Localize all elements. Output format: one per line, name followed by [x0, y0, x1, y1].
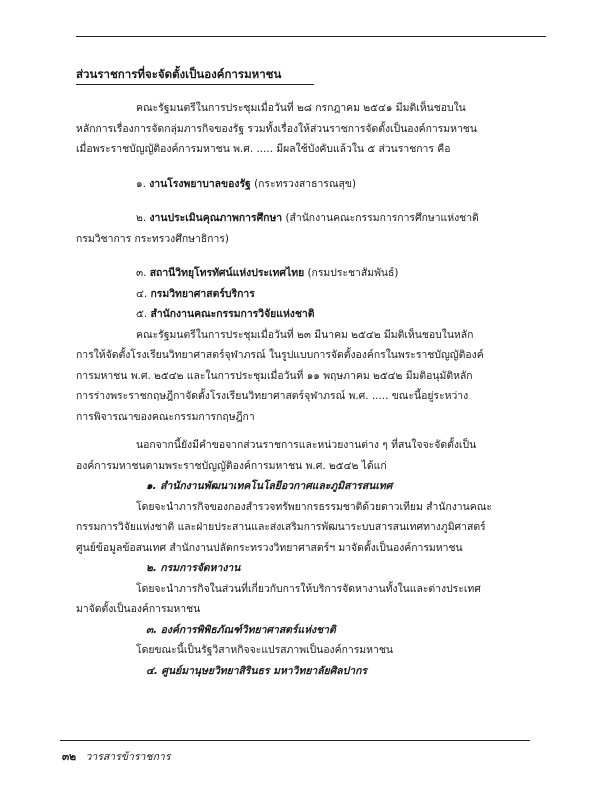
- list-item: [76, 208, 544, 229]
- list-number: ๑.: [136, 177, 146, 190]
- paragraph-line: โดยขณะนี้เป็นรัฐวิสาหกิจจะแปรสภาพเป็นองค์การมหาชน: [136, 644, 393, 656]
- paragraph-line: การมหาชน พ.ศ. ๒๕๔๒ และในการประชุมเมื่อวันที่ ๑๑ พฤษภาคม ๒๕๔๒ มีมติอนุมัติหลัก: [76, 369, 473, 382]
- journal-name: วารสารข้าราชการ: [85, 751, 171, 763]
- list-title: กรมวิทยาศาสตร์บริการ: [150, 287, 255, 300]
- paragraph-line: คณะรัฐมนตรีในการประชุมเมื่อวันที่ ๒๓ มีนาคม ๒๕๔๒ มีมติเห็นชอบในหลัก: [136, 328, 474, 341]
- paragraph-line: องค์การมหาชนตามพระราชบัญญัติองค์การมหาชน พ.ศ. ๒๕๔๒ ได้แก่: [76, 459, 387, 472]
- paragraph-line: กรรมการวิจัยแห่งชาติ และฝ่ายประสานและส่งเสริมการพัฒนาระบบสารสนเทศทางภูมิศาสตร์: [76, 521, 486, 533]
- paragraph-line: ศูนย์ข้อมูลข้อสนเทศ สำนักงานปลัดกระทรวงวิทยาศาสตร์ฯ มาจัดตั้งเป็นองค์การมหาชน: [76, 541, 463, 554]
- list-number: ๕.: [136, 308, 148, 320]
- paragraph-line: นอกจากนี้ยังมีคำขอจากส่วนราชการและหน่วยงานต่าง ๆ ที่สนใจจะจัดตั้งเป็น: [136, 439, 477, 451]
- paragraph-line: การให้จัดตั้งโรงเรียนวิทยาศาสตร์จุฬาภรณ์ ในรูปแบบการจัดตั้งองค์กรในพระราชบัญญัติองค์: [76, 349, 484, 361]
- paragraph-line: การพิจารณาของคณะกรรมการกฤษฎีกา: [76, 410, 255, 423]
- heading-underline: [76, 84, 314, 85]
- paragraph-line: มาจัดตั้งเป็นองค์การมหาชน: [76, 603, 201, 615]
- page-footer: [62, 748, 170, 765]
- paragraph-line: โดยจะนำภารกิจในส่วนที่เกี่ยวกับการให้บริการจัดหางานทั้งในและต่างประเทศ: [136, 582, 481, 595]
- request-title: ๑. สำนักงานพัฒนาเทคโนโลยีอวกาศและภูมิสารสนเทศ: [146, 480, 393, 492]
- paragraph-line: เมื่อพระราชบัญญัติองค์การมหาชน พ.ศ. ..... มีผลใช้บังคับแล้วใน ๕ ส่วนราชการ คือ: [76, 143, 451, 155]
- request-title: ๓. องค์การพิพิธภัณฑ์วิทยาศาสตร์แห่งชาติ: [146, 623, 336, 636]
- list-number: ๒.: [136, 212, 147, 224]
- section-heading: ส่วนราชการที่จะจัดตั้งเป็นองค์การมหาชน: [76, 67, 282, 81]
- list-title: สำนักงานคณะกรรมการวิจัยแห่งชาติ: [150, 308, 315, 320]
- list-detail: (สำนักงานคณะกรรมการการศึกษาแห่งชาติ: [282, 212, 479, 224]
- list-item: [76, 263, 544, 284]
- list-title: สถานีวิทยุโทรทัศน์แห่งประเทศไทย: [149, 267, 305, 279]
- page-number: ๓๒: [62, 751, 77, 763]
- list-detail: (กรมประชาสัมพันธ์): [304, 267, 399, 279]
- list-item-continuation: กรมวิชาการ กระทรวงศึกษาธิการ): [76, 232, 229, 245]
- request-title: ๒. กรมการจัดหางาน: [146, 562, 241, 574]
- paragraph-line: การร่างพระราชกฤษฎีกาจัดตั้งโรงเรียนวิทยาศาสตร์จุฬาภรณ์ พ.ศ. ..... ขณะนี้อยู่ระหว่าง: [76, 390, 469, 402]
- list-number: ๓.: [136, 267, 147, 279]
- list-number: ๔.: [136, 287, 148, 300]
- list-detail: (กระทรวงสาธารณสุข): [250, 177, 357, 190]
- list-item: [76, 284, 544, 305]
- list-title: งานประเมินคุณภาพการศึกษา: [149, 212, 283, 224]
- top-rule: [76, 36, 546, 37]
- paragraph-line: หลักการเรื่องการจัดกลุ่มภารกิจของรัฐ รวมทั้งเรื่องให้ส่วนราชการจัดตั้งเป็นองค์การมหาชน: [76, 122, 477, 135]
- paragraph-line: คณะรัฐมนตรีในการประชุมเมื่อวันที่ ๒๘ กรกฎาคม ๒๕๔๑ มีมติเห็นชอบใน: [136, 102, 466, 114]
- document-body: [76, 98, 544, 681]
- request-title: ๔. ศูนย์มานุษยวิทยาสิรินธร มหาวิทยาลัยศิลปากร: [146, 664, 367, 677]
- list-item: [76, 174, 544, 195]
- list-item: [76, 304, 544, 325]
- paragraph-line: โดยจะนำภารกิจของกองสำรวจทรัพยากรธรรมชาติด้วยดาวเทียม สำนักงานคณะ: [136, 500, 492, 513]
- bottom-rule: [60, 740, 530, 741]
- list-title: งานโรงพยาบาลของรัฐ: [149, 177, 251, 190]
